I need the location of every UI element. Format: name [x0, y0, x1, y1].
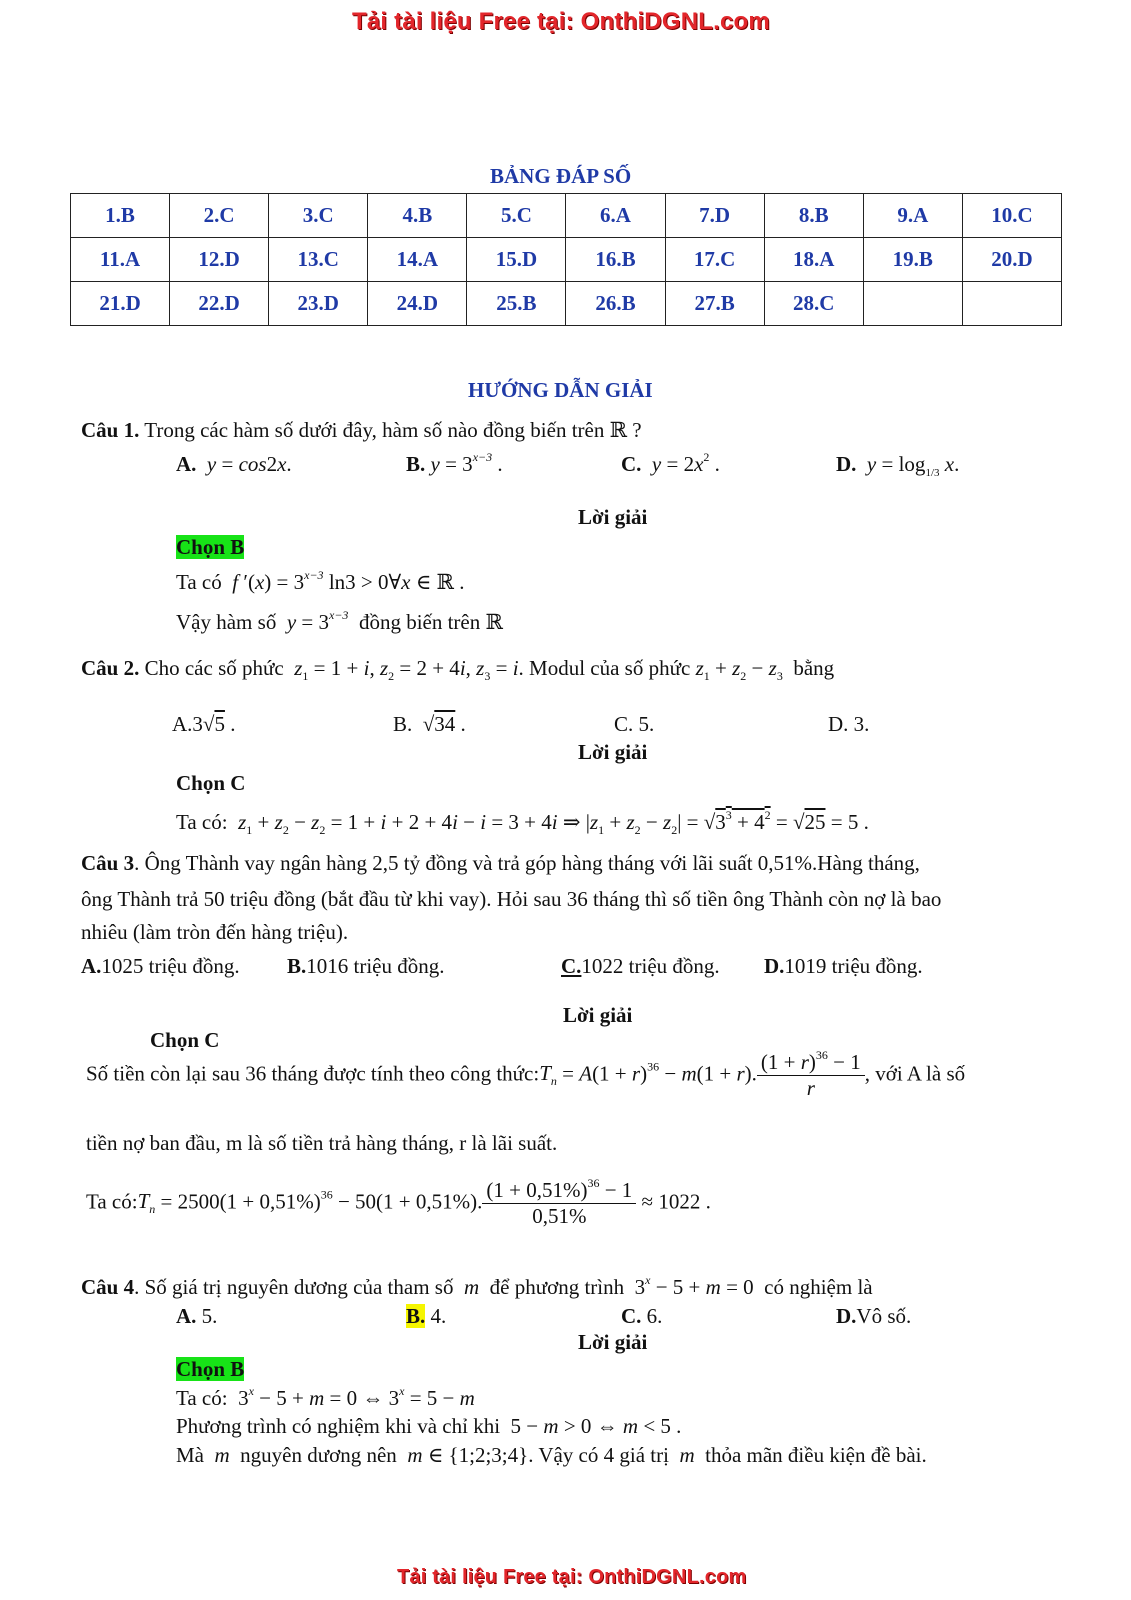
q1-line2: Vậy hàm số $y = 3^{x-3}$ đồng biến trên ℝ [176, 608, 503, 634]
q3-solution-label: Lời giải [563, 1003, 633, 1027]
text: , với A là số [864, 1061, 966, 1086]
table-cell: 20.D [962, 238, 1061, 282]
table-cell: 16.B [566, 238, 665, 282]
option-text: 5. [201, 1304, 218, 1328]
q1-text: Trong các hàm số dưới đây, hàm số nào đồng biến trên ℝ ? [144, 418, 642, 442]
q4-option-c [621, 1304, 662, 1329]
table-cell: 27.B [665, 282, 764, 326]
table-cell: 8.B [764, 194, 863, 238]
q3-line3: nhiêu (làm tròn đến hàng triệu). [81, 920, 349, 944]
table-cell: 9.A [863, 194, 962, 238]
q1-choose [176, 535, 244, 560]
q3-option-b [287, 954, 445, 979]
text: Ta có [176, 570, 222, 594]
option-label: B. [287, 954, 307, 978]
option-label: C. [561, 954, 582, 978]
table-cell: 13.C [269, 238, 368, 282]
table-cell: 21.D [71, 282, 170, 326]
table-cell: 26.B [566, 282, 665, 326]
text: Cho các số phức [144, 656, 284, 680]
table-cell: 1.B [71, 194, 170, 238]
option-text: Vô số. [856, 1304, 912, 1328]
q1-option-c: C. $y = 2x^2$ . [621, 450, 720, 476]
option-label: D. [764, 954, 785, 978]
q1-option-a: A. y = cos2x. [176, 452, 292, 476]
option-text: 1025 triệu đồng. [101, 954, 240, 978]
choose-answer: Chọn B [176, 535, 245, 559]
q4-line1: Ta có: $3^x - 5 + m = 0$ ⇔ $3^x = 5 - m$ [176, 1384, 475, 1410]
text: Vậy hàm số [176, 610, 277, 634]
text: bằng [793, 656, 835, 680]
q4-solution-label: Lời giải [578, 1330, 648, 1354]
text: . Vậy có 4 giá trị [528, 1443, 669, 1467]
q4-line3: Mà m nguyên dương nên m ∈ {1;2;3;4}. Vậy có 4 giá trị m thỏa mãn điều kiện đề bài. [176, 1443, 927, 1467]
q2-choose: Chọn C [176, 771, 246, 795]
q4-label: Câu 4 [81, 1275, 135, 1299]
q2-option-c: C. 5. [614, 712, 655, 736]
text: Số tiền còn lại sau 36 tháng được tính theo công thức: [86, 1061, 540, 1086]
q4-option-b [406, 1304, 446, 1329]
option-label: A. [81, 954, 102, 978]
answer-table [70, 193, 1062, 326]
text: . Số giá trị nguyên dương của tham số [134, 1275, 454, 1299]
option-text: 1019 triệu đồng. [784, 954, 923, 978]
q1-line1: Ta có f $'(x) = 3^{x-3}$ ln3 > 0∀x ∈ ℝ . [176, 568, 465, 594]
table-cell: 3.C [269, 194, 368, 238]
text: đồng biến trên ℝ [358, 610, 503, 634]
table-cell: 17.C [665, 238, 764, 282]
table-cell: 12.D [170, 238, 269, 282]
q4-line2: Phương trình có nghiệm khi và chỉ khi 5 − m > 0 ⇔ m < 5 . [176, 1414, 682, 1438]
text: . Modul của số phức [518, 656, 691, 680]
table-cell: 22.D [170, 282, 269, 326]
text: Ta có: [176, 1386, 228, 1410]
q2-line1: Ta có: $z_1 + z_2 - z_2 = 1 + i + 2 + 4i - i = 3 + 4i$ ⇒ $|z_1 + z_2 - z_2| = √3^3 + 4^2 = √25 = 5$ . [176, 808, 869, 837]
table-row [71, 282, 1062, 326]
table-row [71, 194, 1062, 238]
table-cell: 19.B [863, 238, 962, 282]
table-cell: 15.D [467, 238, 566, 282]
table-row [71, 238, 1062, 282]
text: . Ông Thành vay ngân hàng 2,5 tỷ đồng và trả góp hàng tháng với lãi suất 0,51%.Hàng tháng, [134, 851, 920, 875]
option-label: A. [172, 712, 193, 736]
table-cell: 10.C [962, 194, 1061, 238]
text: nguyên dương nên [240, 1443, 397, 1467]
watermark-bottom: Tải tài liệu Free tại: OnthiDGNL.com [397, 1566, 747, 1588]
text: có nghiệm là [764, 1275, 873, 1299]
watermark-top: Tải tài liệu Free tại: OnthiDGNL.com [352, 8, 770, 35]
option-label: A. [176, 1304, 197, 1328]
q1-label: Câu 1. [81, 418, 140, 442]
q1-option-b: B. $y = 3^{x-3}$ . [406, 450, 503, 476]
option-text: 1016 triệu đồng. [306, 954, 445, 978]
q1-stem [81, 418, 642, 443]
answer-table-title: BẢNG ĐÁP SỐ [490, 164, 632, 188]
q3-line1 [81, 851, 920, 876]
q3-option-d [764, 954, 923, 979]
q3-option-a [81, 954, 240, 979]
option-label: C. [621, 1304, 642, 1328]
option-label: A. [176, 452, 197, 476]
text: Ta có: [86, 1189, 138, 1214]
table-cell: 25.B [467, 282, 566, 326]
table-cell: 7.D [665, 194, 764, 238]
q4-choose [176, 1357, 244, 1382]
table-cell: 5.C [467, 194, 566, 238]
option-text: 6. [646, 1304, 663, 1328]
option-label: D. [836, 1304, 857, 1328]
q3-choose: Chọn C [150, 1028, 220, 1052]
q4-option-d [836, 1304, 911, 1329]
option-text: 4. [430, 1304, 447, 1328]
guide-title: HƯỚNG DẪN GIẢI [468, 378, 653, 402]
option-label: D. [836, 452, 857, 476]
q2-label: Câu 2. [81, 656, 140, 680]
q4-option-a [176, 1304, 217, 1329]
table-cell [962, 282, 1061, 326]
text: Mà [176, 1443, 204, 1467]
option-label: B. [406, 452, 426, 476]
option-label: B. [393, 712, 413, 736]
option-label: C. [621, 452, 642, 476]
q3-line2: ông Thành trả 50 triệu đồng (bắt đầu từ khi vay). Hỏi sau 36 tháng thì số tiền ông Thành còn nợ là bao [81, 887, 942, 911]
q2-stem: Câu 2. Cho các số phức $z_1 = 1 + i$, $z_2 = 2 + 4i$, $z_3 = i$. Modul của số phức $z_1 + z_2 - z_3$ bằng [81, 656, 835, 683]
q3-formula: Số tiền còn lại sau 36 tháng được tính theo công $thức:T_n = A(1 + r)^{36} - m(1 + r)$. $\frac{(1 + r)^{36} - 1}{r}$ , với A là số [86, 1048, 966, 1100]
table-cell [863, 282, 962, 326]
table-cell: 14.A [368, 238, 467, 282]
q3-calc: Ta $có:T_n = 2500(1 + 0,51\%)^{36} - 50(1 + 0,51\%)$. $\frac{(1 + 0,51\%)^{36} - 1}{0,51\%}$ ≈ 1022 . [86, 1176, 711, 1228]
q3-label: Câu 3 [81, 851, 135, 875]
text: Ta có: [176, 810, 228, 834]
q2-option-a: A.3√5 . [172, 712, 236, 736]
q2-option-b: B. √34 . [393, 712, 466, 736]
choose-answer: Chọn B [176, 1357, 245, 1381]
table-cell: 11.A [71, 238, 170, 282]
table-cell: 18.A [764, 238, 863, 282]
text: Phương trình có nghiệm khi và chỉ khi [176, 1414, 501, 1438]
text: thỏa mãn điều kiện đề bài. [705, 1443, 927, 1467]
q3-explain: tiền nợ ban đầu, m là số tiền trả hàng tháng, r là lãi suất. [86, 1131, 558, 1155]
q2-solution-label: Lời giải [578, 740, 648, 764]
q4-stem: Câu 4. Số giá trị nguyên dương của tham số m để phương trình $3^x - 5 + m = 0$ có nghiệm là [81, 1273, 873, 1299]
option-label: B. [406, 1304, 426, 1328]
option-text: 1022 triệu đồng. [581, 954, 720, 978]
q2-option-d: D. 3. [828, 712, 870, 736]
q3-option-c [561, 954, 720, 979]
table-cell: 23.D [269, 282, 368, 326]
table-cell: 2.C [170, 194, 269, 238]
table-cell: 6.A [566, 194, 665, 238]
table-cell: 24.D [368, 282, 467, 326]
q1-solution-label: Lời giải [578, 505, 648, 529]
table-cell: 28.C [764, 282, 863, 326]
table-cell: 4.B [368, 194, 467, 238]
q1-option-d: D. $y = \log_{1/3} x$. [836, 452, 960, 479]
text: để phương trình [489, 1275, 625, 1299]
